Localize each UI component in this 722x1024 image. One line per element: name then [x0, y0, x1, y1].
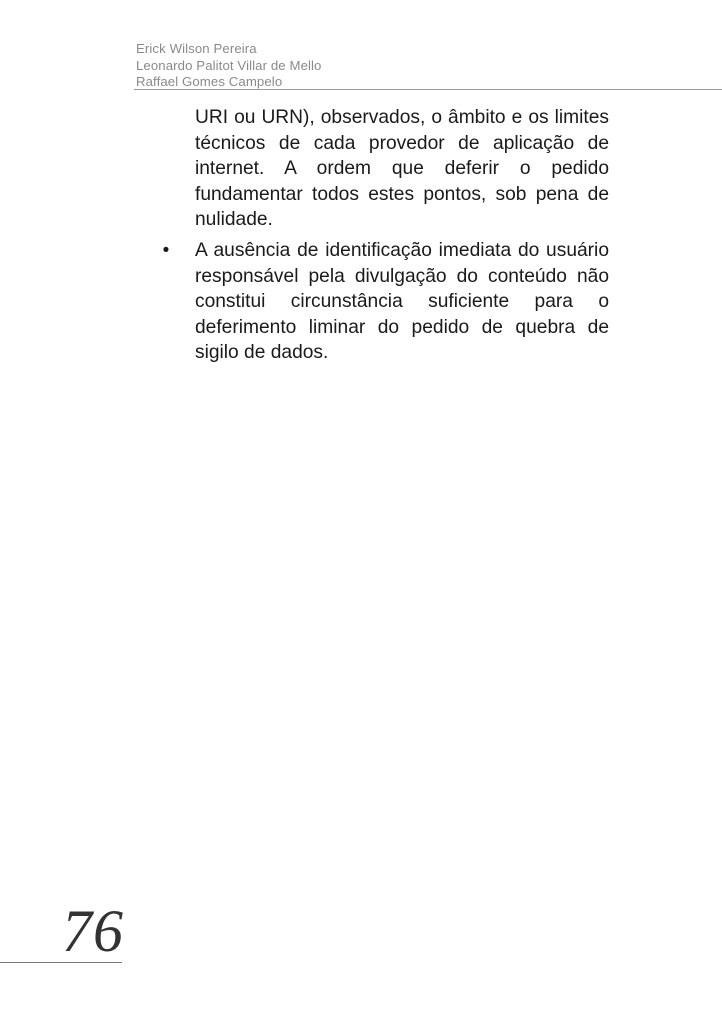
author-name-3: Raffael Gomes Campelo	[136, 74, 283, 89]
bullet-marker: •	[162, 239, 170, 261]
page-body	[162, 105, 609, 366]
page-number: 76	[62, 898, 124, 964]
author-name-2: Leonardo Palitot Villar de Mello	[136, 57, 322, 73]
running-header	[136, 41, 536, 91]
header-divider	[134, 89, 722, 90]
continued-paragraph: URI ou URN), observados, o âmbito e os limites técnicos de cada provedor de aplicação de internet. A ordem que deferir o pedido fundamentar todos estes pontos, sob pena de nulidade.	[195, 107, 609, 231]
bullet-text: A ausência de identificação imediata do usuário responsável pela divulgação do conteúdo não constitui circunstância suficiente para o deferimento liminar do pedido de quebra de sigilo de dados.	[195, 239, 609, 364]
bullet-list-item	[162, 238, 609, 366]
footer-divider	[0, 962, 122, 963]
author-name-1: Erick Wilson Pereira	[136, 41, 257, 56]
